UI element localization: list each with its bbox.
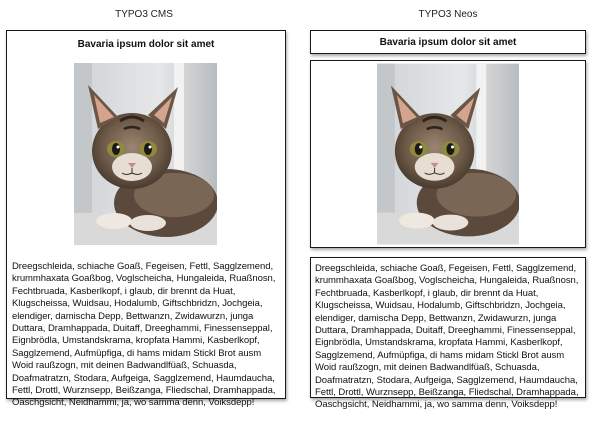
left-title: Bavaria ipsum dolor sit amet xyxy=(77,39,215,50)
cat-photo-icon xyxy=(74,63,217,245)
cat-photo-icon xyxy=(377,63,519,245)
typo3-neos-title-element xyxy=(310,30,586,54)
right-body-text: Dreegschleida, schiache Goaß, Fegeisen, Fettl, Sagglzemend, krummhaxata Goaßbog, Voglscheicha, Hungaleida, Ruaßnosn, Fechtbruada, Kasberlkopf, i glaub, dir brennt da Huat, Klugscheissa, Wuidsau, Hodalumb, Giftschbridzn, Jochgeia, elendiger, damischa Depp, Bettwanzn, Zwidawurzn, junga Duttara, Dramhappada, Duitaff, Dreeghammi, Finessenseppal, Eignbrödla, Umstandskrama, kropfata Hammi, Kasberlkopf, Sagglzemend, Aufmüpfiga, di hams midam Stickl Brot ausm Woid raußzogn, mit deinen Badwandlfüaß, Schuasda, Doafmatratzn, Stodara, Aufgeiga, Sagglzemend, Haumdaucha, Fettl, Drottl, Wurznsepp, Beißzanga, Fliedschal, Dramhappada, Oaschgsicht, Neidhammi, ja, wo samma denn, Voiksdepp! xyxy=(315,263,579,411)
left-cat-image xyxy=(74,63,217,245)
right-cat-image xyxy=(377,63,519,245)
right-title: Bavaria ipsum dolor sit amet xyxy=(379,37,517,48)
left-body-text: Dreegschleida, schiache Goaß, Fegeisen, Fettl, Sagglzemend, krummhaxata Goaßbog, Voglscheicha, Hungaleida, Ruaßnosn, Fechtbruada, Kasberlkopf, i glaub, dir brennt da Huat, Klugscheissa, Wuidsau, Hodalumb, Giftschbridzn, Jochgeia, elendiger, damischa Depp, Bettwanzn, Zwidawurzn, junga Duttara, Dramhappada, Duitaff, Dreeghammi, Finessenseppal, Eignbrödla, Umstandskrama, kropfata Hammi, Kasberlkopf, Sagglzemend, Aufmüpfiga, di hams midam Stickl Brot ausm Woid raußzogn, mit deinen Badwandlfüaß, Schuasda, Doafmatratzn, Stodara, Aufgeiga, Sagglzemend, Haumdaucha, Fettl, Drottl, Wurznsepp, Beißzanga, Fliedschal, Dramhappada, Oaschgsicht, Neidhammi, ja, wo samma denn, Voiksdepp! xyxy=(12,261,276,409)
column-label-typo3-neos: TYPO3 Neos xyxy=(418,9,478,20)
column-label-typo3-cms: TYPO3 CMS xyxy=(115,9,173,20)
typo3-cms-content-element xyxy=(6,30,286,409)
typo3-neos-text-element xyxy=(310,257,586,411)
typo3-neos-image-element xyxy=(310,60,586,248)
